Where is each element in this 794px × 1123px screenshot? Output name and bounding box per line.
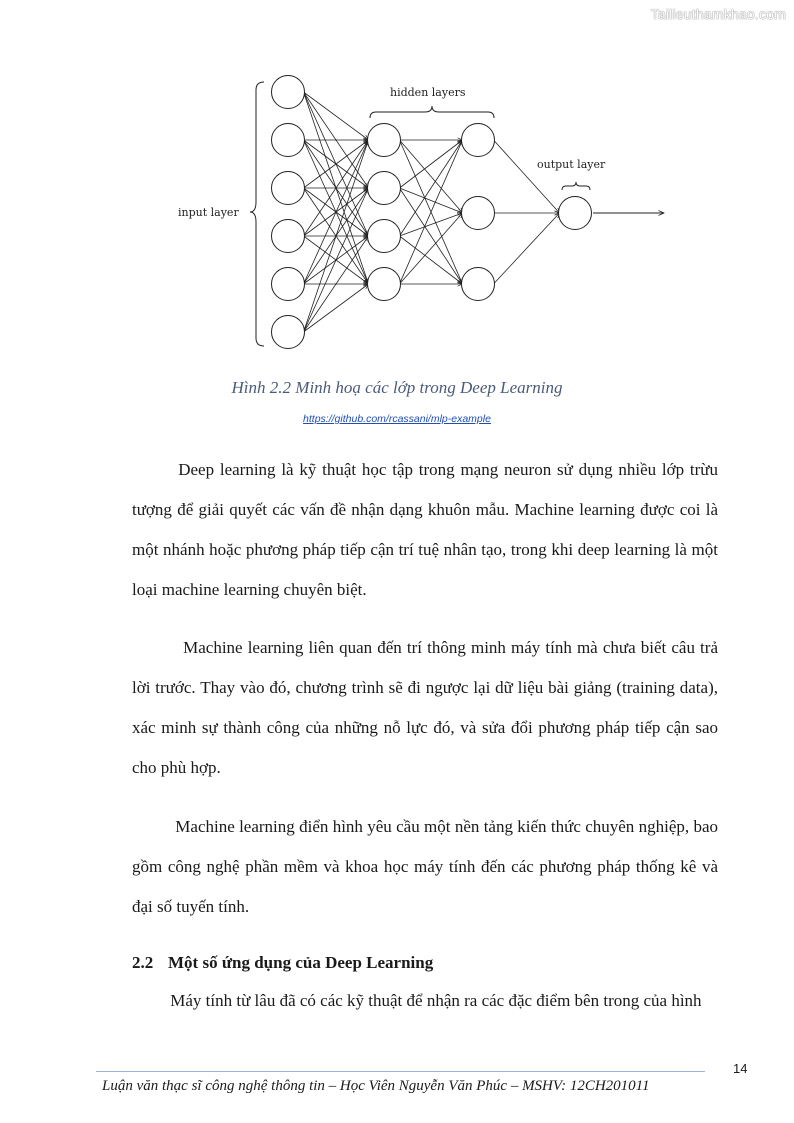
figure-source-link[interactable]: https://github.com/rcassani/mlp-example xyxy=(303,413,491,425)
edge-l1-n2-to-n2 xyxy=(400,236,463,284)
edge-l0-n5-to-n3 xyxy=(304,284,369,332)
input-layer-brace xyxy=(250,82,264,346)
input-layer-label: input layer xyxy=(178,206,239,219)
edge-l0-n0-to-n0 xyxy=(304,92,369,140)
hidden2-neuron-1 xyxy=(462,124,495,157)
edge-l1-n2-to-n1 xyxy=(400,213,463,236)
paragraph-3: Machine learning điển hình yêu cầu một nền tảng kiến thức chuyên nghiệp, bao gồm công nghệ phần mềm và khoa học máy tính đến các phương pháp thống kê và đại số tuyến tính. xyxy=(132,817,719,916)
hidden1-neuron-1 xyxy=(368,124,401,157)
hidden1-neuron-2 xyxy=(368,172,401,205)
edge-l0-n5-to-n1 xyxy=(304,188,369,332)
section-heading xyxy=(132,953,433,973)
hidden2-neuron-2 xyxy=(462,197,495,230)
hidden1-neuron-3 xyxy=(368,220,401,253)
output-neuron-1 xyxy=(559,197,592,230)
figure-caption: Hình 2.2 Minh hoạ các lớp trong Deep Learning xyxy=(231,378,563,397)
footer-divider xyxy=(96,1071,705,1072)
hidden-layers-brace xyxy=(370,106,494,118)
edge-l1-n1-to-n1 xyxy=(400,188,463,213)
connection-edges xyxy=(304,92,560,332)
hidden1-neuron-4 xyxy=(368,268,401,301)
input-neuron-2 xyxy=(272,124,305,157)
section-number: 2.2 xyxy=(132,953,154,972)
hidden2-neuron-3 xyxy=(462,268,495,301)
edge-l1-n1-to-n0 xyxy=(400,140,463,188)
page-number: 14 xyxy=(733,1061,748,1076)
hidden-layers-label: hidden layers xyxy=(390,86,466,99)
edge-l1-n2-to-n0 xyxy=(400,140,463,236)
output-layer-brace xyxy=(562,182,590,190)
edge-l2-n0-to-n0 xyxy=(494,140,560,213)
input-neuron-6 xyxy=(272,316,305,349)
neural-network-diagram xyxy=(170,70,680,360)
section-title: Một số ứng dụng của Deep Learning xyxy=(168,953,434,972)
input-neuron-1 xyxy=(272,76,305,109)
paragraph-4: Máy tính từ lâu đã có các kỹ thuật để nhận ra các đặc điểm bên trong của hình xyxy=(170,991,702,1010)
input-neuron-4 xyxy=(272,220,305,253)
edge-l2-n2-to-n0 xyxy=(494,213,560,284)
output-layer-label: output layer xyxy=(537,158,606,171)
footer-text: Luận văn thạc sĩ công nghệ thông tin – Học Viên Nguyễn Văn Phúc – MSHV: 12CH201011 xyxy=(102,1078,650,1094)
paragraph-2: Machine learning liên quan đến trí thông minh máy tính mà chưa biết câu trả lời trước. Thay vào đó, chương trình sẽ đi ngược lại dữ liệu bài giảng (training data), xác minh sự thành công của những nỗ lực đó, và sửa đổi phương pháp tiếp cận sao cho phù hợp. xyxy=(132,638,718,777)
watermark: Tailieuthamkhao.com xyxy=(650,6,786,22)
edge-l1-n3-to-n1 xyxy=(400,213,463,284)
input-neuron-3 xyxy=(272,172,305,205)
paragraph-1: Deep learning là kỹ thuật học tập trong mạng neuron sử dụng nhiều lớp trừu tượng để giải quyết các vấn đề nhận dạng khuôn mẫu. Machine learning được coi là một nhánh hoặc phương pháp tiếp cận trí tuệ nhân tạo, trong khi deep learning là một loại machine learning chuyên biệt. xyxy=(132,460,718,599)
input-neuron-5 xyxy=(272,268,305,301)
